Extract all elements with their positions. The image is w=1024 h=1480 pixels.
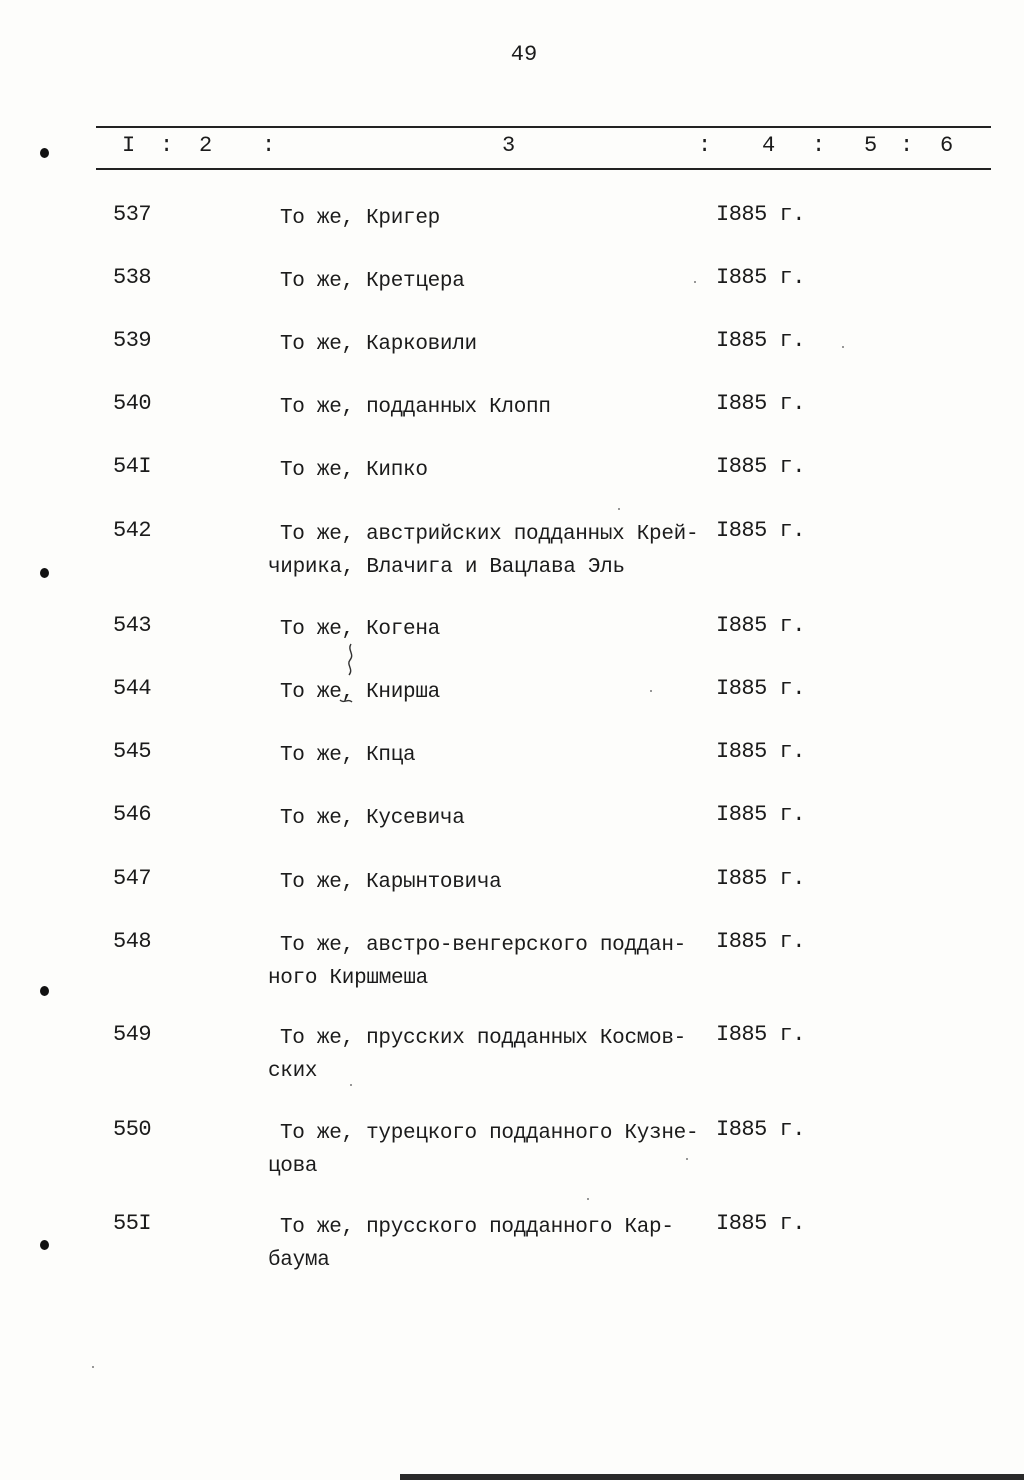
row-description [268, 929, 718, 995]
table-row [0, 1022, 1024, 1092]
row-number: 550 [113, 1117, 152, 1142]
description-line: ного Киршмеша [268, 967, 428, 990]
table-row [0, 391, 1024, 461]
table-row [0, 518, 1024, 588]
row-description [268, 739, 718, 772]
row-number: 538 [113, 265, 152, 290]
header-separator: : [812, 133, 826, 158]
row-year: I885 г. [716, 391, 805, 416]
row-year: I885 г. [716, 1022, 805, 1047]
scan-speck [650, 690, 652, 692]
row-description [268, 391, 718, 424]
description-line: То же, Кпца [280, 744, 416, 767]
table-row [0, 739, 1024, 809]
row-year: I885 г. [716, 866, 805, 891]
row-year: I885 г. [716, 613, 805, 638]
description-line: То же, Когена [280, 618, 440, 641]
row-description [268, 1211, 718, 1277]
description-line: цова [268, 1155, 318, 1178]
row-year: I885 г. [716, 518, 805, 543]
row-description [268, 202, 718, 235]
description-line: То же, Карковили [280, 333, 477, 356]
row-description [268, 454, 718, 487]
description-line: То же, Кригер [280, 207, 440, 230]
description-line: чирика, Влачига и Вацлава Эль [268, 556, 625, 579]
scan-speck [618, 508, 620, 510]
row-year: I885 г. [716, 202, 805, 227]
row-year: I885 г. [716, 1117, 805, 1142]
header-col-1: I [122, 133, 136, 158]
row-description [268, 802, 718, 835]
description-line: То же, прусского подданного Кар- [280, 1216, 674, 1239]
description-line: То же, Кретцера [280, 270, 465, 293]
table-header-bottom-rule [96, 168, 991, 170]
row-number: 539 [113, 328, 152, 353]
table-row [0, 1117, 1024, 1187]
description-line: То же, прусских подданных Космов- [280, 1027, 686, 1050]
binding-hole-mark [40, 986, 49, 996]
description-line: То же, турецкого подданного Кузне- [280, 1122, 699, 1145]
description-line: То же, Кипко [280, 459, 428, 482]
header-col-4: 4 [762, 133, 776, 158]
header-col-3: 3 [502, 133, 516, 158]
description-line: То же, Карынтовича [280, 871, 502, 894]
row-year: I885 г. [716, 802, 805, 827]
row-number: 537 [113, 202, 152, 227]
row-number: 546 [113, 802, 152, 827]
header-separator: : [698, 133, 712, 158]
table-row [0, 613, 1024, 683]
row-number: 544 [113, 676, 152, 701]
row-year: I885 г. [716, 739, 805, 764]
header-col-6: 6 [940, 133, 954, 158]
table-row [0, 265, 1024, 335]
pencil-mark [336, 642, 358, 706]
header-col-5: 5 [864, 133, 878, 158]
scan-edge [400, 1474, 1024, 1480]
row-number: 548 [113, 929, 152, 954]
row-number: 545 [113, 739, 152, 764]
row-number: 54I [113, 454, 152, 479]
table-row [0, 802, 1024, 872]
page-number: 49 [510, 42, 538, 67]
header-separator: : [160, 133, 174, 158]
row-number: 540 [113, 391, 152, 416]
row-number: 549 [113, 1022, 152, 1047]
scan-speck [350, 1084, 352, 1086]
row-year: I885 г. [716, 328, 805, 353]
description-line: ских [268, 1060, 318, 1083]
row-description [268, 1117, 718, 1183]
row-description [268, 866, 718, 899]
row-year: I885 г. [716, 929, 805, 954]
row-number: 547 [113, 866, 152, 891]
description-line: То же, австрийских подданных Крей- [280, 523, 699, 546]
table-row [0, 454, 1024, 524]
row-number: 55I [113, 1211, 152, 1236]
table-top-rule [96, 126, 991, 128]
row-description [268, 328, 718, 361]
binding-hole-mark [40, 148, 49, 158]
table-row [0, 202, 1024, 272]
table-row [0, 1211, 1024, 1281]
description-line: То же, подданных Клопп [280, 396, 551, 419]
row-year: I885 г. [716, 454, 805, 479]
row-number: 543 [113, 613, 152, 638]
description-line: баума [268, 1249, 330, 1272]
description-line: То же, австро-венгерского поддан- [280, 934, 686, 957]
row-description [268, 265, 718, 298]
scan-speck [842, 346, 844, 348]
scan-speck [694, 281, 696, 283]
binding-hole-mark [40, 1240, 49, 1250]
row-number: 542 [113, 518, 152, 543]
header-separator: : [900, 133, 914, 158]
header-col-2: 2 [199, 133, 213, 158]
row-description [268, 1022, 718, 1088]
binding-hole-mark [40, 568, 49, 578]
row-description [268, 518, 718, 584]
table-row [0, 866, 1024, 936]
header-separator: : [262, 133, 276, 158]
scan-speck [587, 1198, 589, 1200]
scan-speck [92, 1366, 94, 1368]
table-row [0, 328, 1024, 398]
row-year: I885 г. [716, 1211, 805, 1236]
row-year: I885 г. [716, 676, 805, 701]
table-row [0, 676, 1024, 746]
table-row [0, 929, 1024, 999]
description-line: То же, Кусевича [280, 807, 465, 830]
row-year: I885 г. [716, 265, 805, 290]
scan-speck [686, 1158, 688, 1160]
description-line: То же, Книрша [280, 681, 440, 704]
